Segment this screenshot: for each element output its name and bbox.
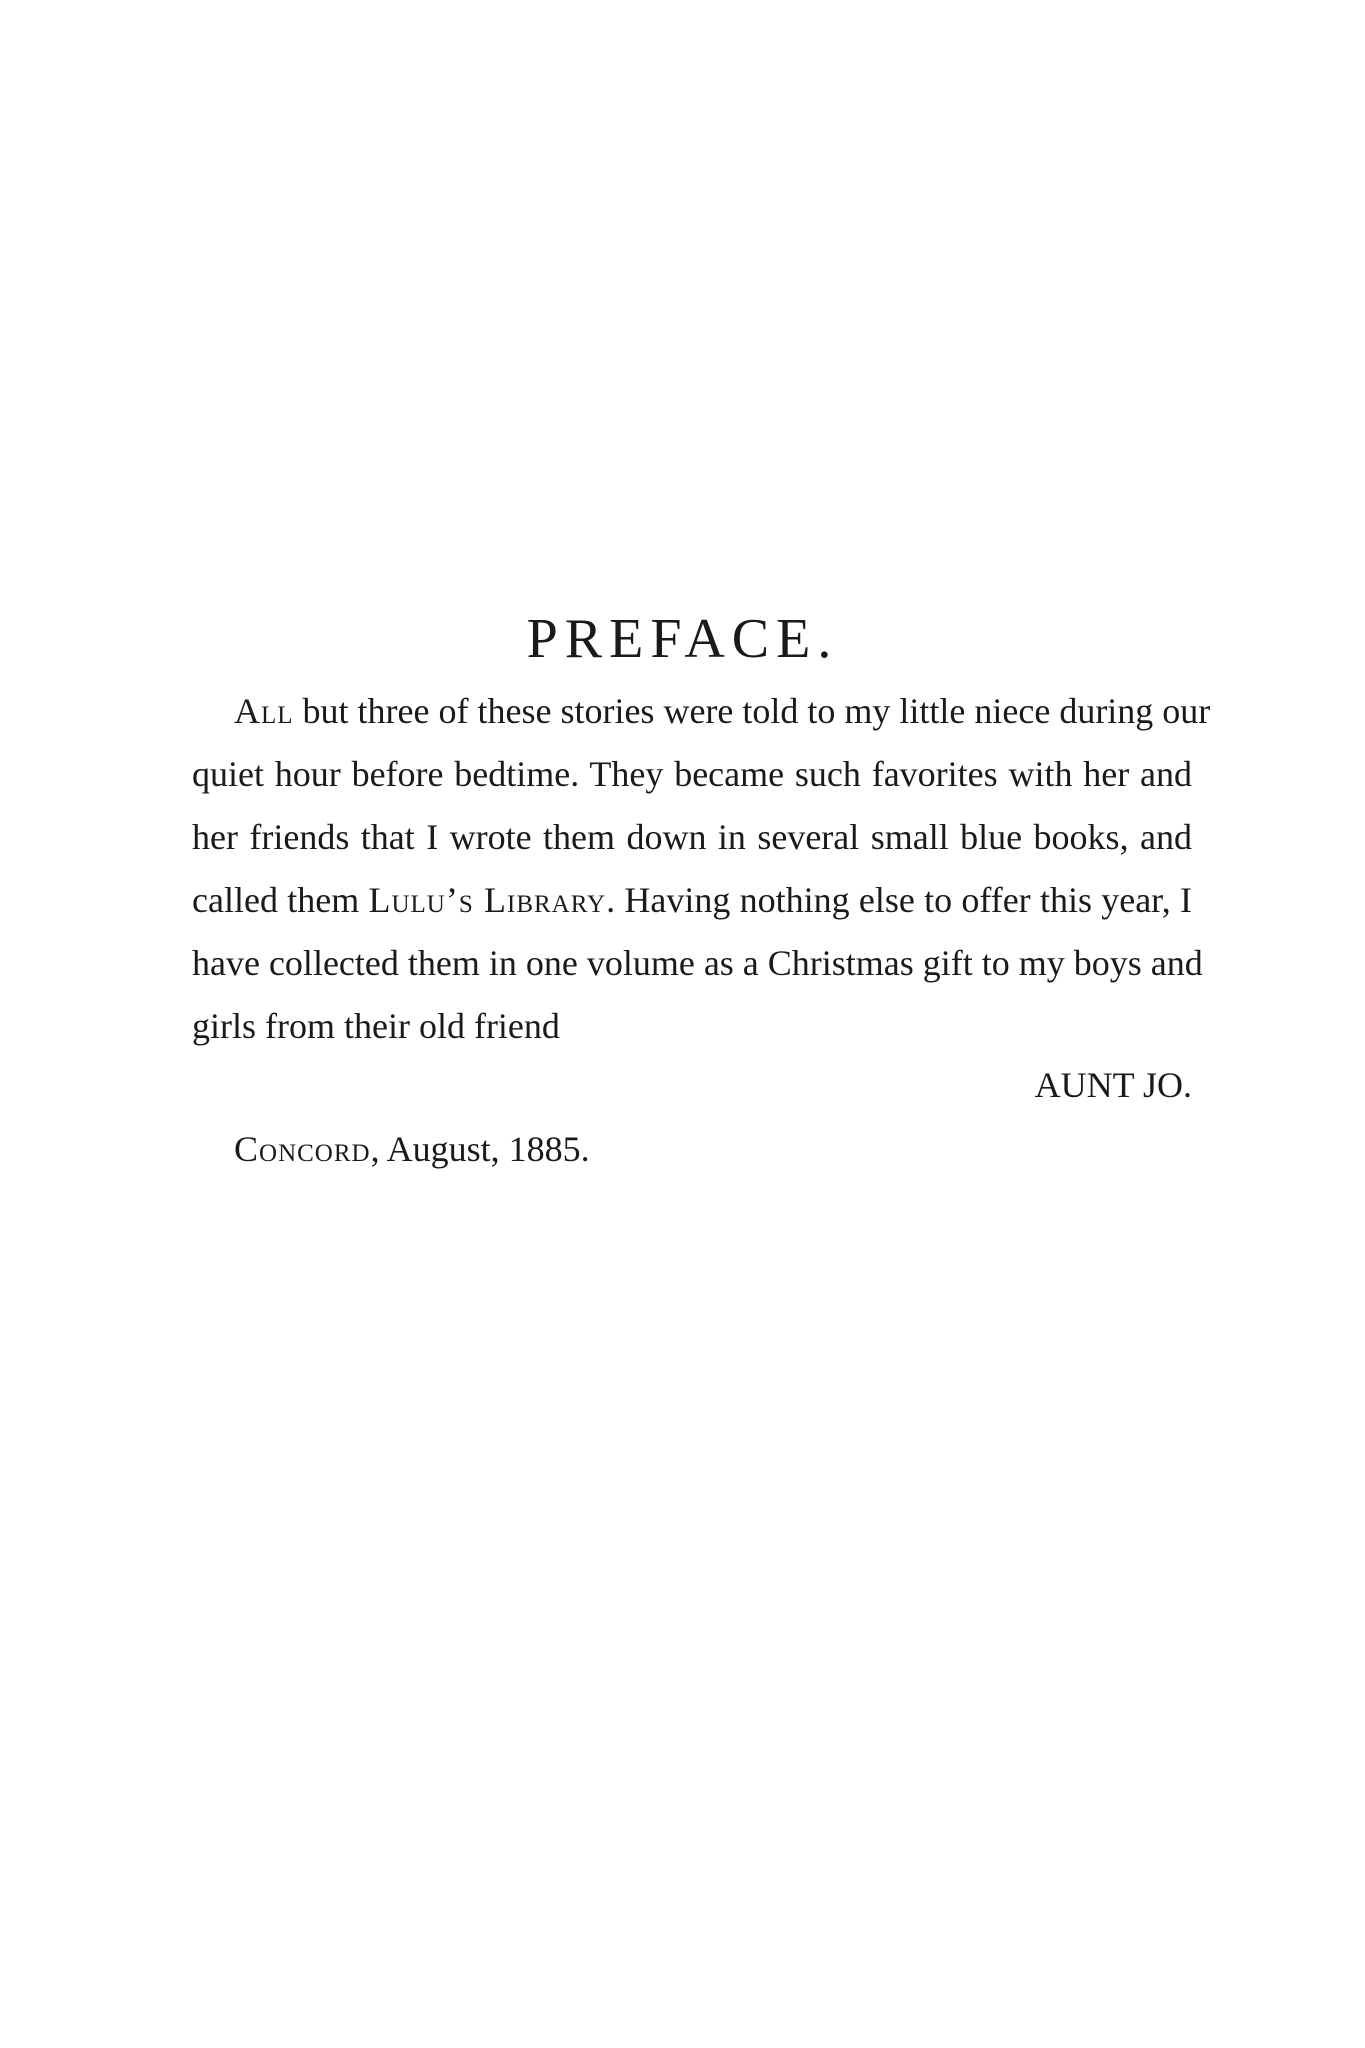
signature: AUNT JO. xyxy=(1034,1065,1192,1105)
dateline-place: Concord xyxy=(234,1129,371,1169)
paragraph-line-6: girls from their old friend xyxy=(192,1006,560,1046)
paragraph-line-3: her friends that I wrote them down in several small blue books, and xyxy=(192,817,1192,857)
preface-paragraph xyxy=(192,680,1211,1058)
paragraph-line-2: quiet hour before bedtime. They became such favorites with her and xyxy=(192,754,1192,794)
page-title: PREFACE. xyxy=(526,607,839,670)
book-title-smallcaps: Lulu’s Library xyxy=(368,880,607,920)
line-4-pre: called them xyxy=(192,880,369,920)
line-1-text: but three of these stories were told to my little niece during our xyxy=(293,691,1211,731)
drop-word: All xyxy=(234,691,294,731)
paragraph-line-1 xyxy=(192,680,1211,743)
line-4-post: . Having nothing else to offer this year, I xyxy=(606,880,1192,920)
paragraph-line-5: have collected them in one volume as a Christmas gift to my boys and xyxy=(192,943,1203,983)
dateline-date: , August, 1885. xyxy=(370,1129,590,1169)
dateline xyxy=(234,1118,590,1181)
paragraph-line-4 xyxy=(192,869,1192,932)
